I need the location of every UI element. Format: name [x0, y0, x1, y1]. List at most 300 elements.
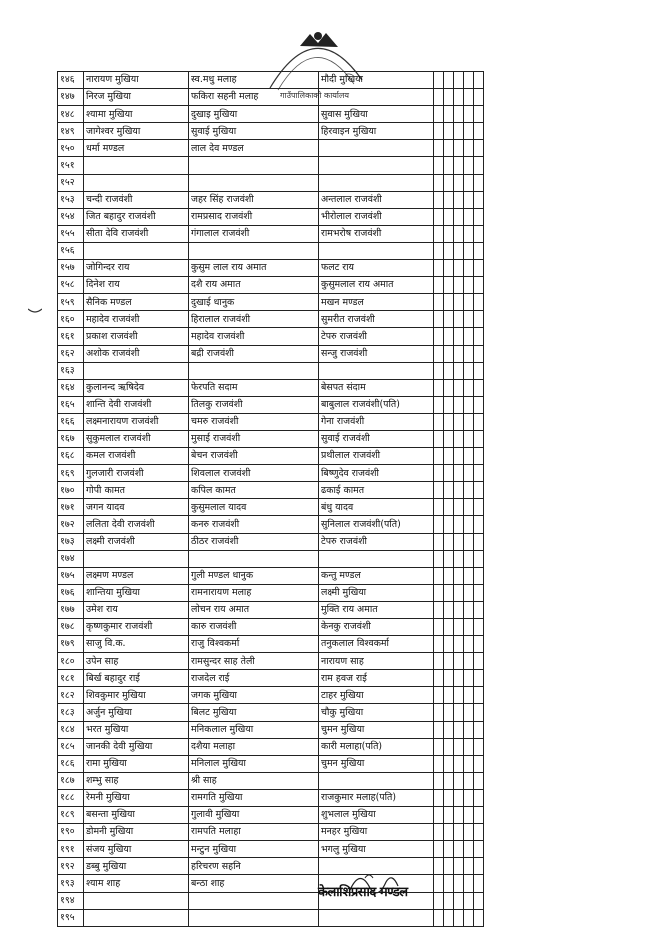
blank-cell — [454, 841, 464, 858]
blank-cell — [454, 208, 464, 225]
father-name: बिलट मुखिया — [189, 704, 319, 721]
blank-cell — [444, 465, 454, 482]
blank-cell — [444, 379, 454, 396]
blank-cell — [464, 191, 474, 208]
row-number: १५१ — [58, 157, 84, 174]
blank-cell — [464, 789, 474, 806]
table-row — [58, 584, 484, 601]
row-number: १५६ — [58, 242, 84, 259]
table-row — [58, 89, 484, 106]
father-name — [189, 892, 319, 909]
blank-cell — [454, 123, 464, 140]
person-name: साजु वि.क. — [84, 636, 189, 653]
row-number: १७१ — [58, 499, 84, 516]
blank-cell — [454, 482, 464, 499]
father-name — [189, 157, 319, 174]
blank-cell — [454, 892, 464, 909]
blank-cell — [464, 260, 474, 277]
person-name: सैनिक मण्डल — [84, 294, 189, 311]
blank-cell — [464, 687, 474, 704]
blank-cell — [434, 430, 444, 447]
person-name: चन्दी राजवंशी — [84, 191, 189, 208]
blank-cell — [444, 619, 454, 636]
blank-cell — [474, 328, 484, 345]
blank-cell — [434, 721, 444, 738]
person-name — [84, 242, 189, 259]
blank-cell — [434, 242, 444, 259]
person-name: शान्तिया मुखिया — [84, 584, 189, 601]
row-number: १७९ — [58, 636, 84, 653]
table-row — [58, 430, 484, 447]
blank-cell — [474, 225, 484, 242]
blank-cell — [444, 208, 454, 225]
table-row — [58, 670, 484, 687]
row-number: १६८ — [58, 448, 84, 465]
blank-cell — [444, 516, 454, 533]
table-row — [58, 636, 484, 653]
blank-cell — [434, 260, 444, 277]
table-row — [58, 550, 484, 567]
blank-cell — [444, 191, 454, 208]
blank-cell — [474, 584, 484, 601]
table-row — [58, 345, 484, 362]
blank-cell — [464, 225, 474, 242]
person-name: प्रकाश राजवंशी — [84, 328, 189, 345]
blank-cell — [434, 294, 444, 311]
table-row — [58, 277, 484, 294]
row-number: १८७ — [58, 772, 84, 789]
blank-cell — [474, 140, 484, 157]
blank-cell — [454, 755, 464, 772]
blank-cell — [434, 619, 444, 636]
blank-cell — [434, 208, 444, 225]
blank-cell — [474, 601, 484, 618]
row-number: १८० — [58, 653, 84, 670]
grandfather-name: चुमन मुखिया — [319, 721, 434, 738]
margin-mark-icon — [28, 308, 42, 314]
father-name: रामपति मलाहा — [189, 824, 319, 841]
svg-text:गाउँपालिकाको कार्यालय: गाउँपालिकाको कार्यालय — [280, 91, 350, 100]
blank-cell — [474, 858, 484, 875]
table-row — [58, 789, 484, 806]
father-name: मनिलाल मुखिया — [189, 755, 319, 772]
row-number: १६१ — [58, 328, 84, 345]
grandfather-name: लक्ष्मी मुखिया — [319, 584, 434, 601]
blank-cell — [444, 396, 454, 413]
grandfather-name: नारायण साह — [319, 653, 434, 670]
person-name: जागेश्वर मुखिया — [84, 123, 189, 140]
person-name: लक्ष्मण मण्डल — [84, 567, 189, 584]
person-name: नारायण मुखिया — [84, 72, 189, 89]
blank-cell — [464, 619, 474, 636]
father-name: रामगति मुखिया — [189, 789, 319, 806]
blank-cell — [434, 601, 444, 618]
row-number: १७८ — [58, 619, 84, 636]
person-name: जानकी देवी मुखिया — [84, 738, 189, 755]
person-name: महादेव राजवंशी — [84, 311, 189, 328]
row-number: १७३ — [58, 533, 84, 550]
father-name: दुखाई धानुक — [189, 294, 319, 311]
grandfather-name: कन्तु मण्डल — [319, 567, 434, 584]
table-row — [58, 704, 484, 721]
table-row — [58, 807, 484, 824]
grandfather-name — [319, 242, 434, 259]
blank-cell — [444, 242, 454, 259]
blank-cell — [474, 807, 484, 824]
blank-cell — [454, 311, 464, 328]
blank-cell — [444, 277, 454, 294]
blank-cell — [444, 140, 454, 157]
person-name: भरत मुखिया — [84, 721, 189, 738]
father-name: लाल देव मण्डल — [189, 140, 319, 157]
blank-cell — [434, 106, 444, 123]
blank-cell — [434, 362, 444, 379]
blank-cell — [444, 567, 454, 584]
father-name: रामप्रसाद राजवंशी — [189, 208, 319, 225]
grandfather-name: ढकाई कामत — [319, 482, 434, 499]
row-number: १९२ — [58, 858, 84, 875]
table-row — [58, 328, 484, 345]
table-row — [58, 567, 484, 584]
row-number: १८१ — [58, 670, 84, 687]
father-name: कपिल कामत — [189, 482, 319, 499]
blank-cell — [434, 482, 444, 499]
father-name — [189, 362, 319, 379]
blank-cell — [464, 345, 474, 362]
row-number: १८८ — [58, 789, 84, 806]
grandfather-name: प्रथीलाल राजवंशी — [319, 448, 434, 465]
grandfather-name: सन्जु राजवंशी — [319, 345, 434, 362]
table-row — [58, 721, 484, 738]
blank-cell — [474, 345, 484, 362]
row-number: १७६ — [58, 584, 84, 601]
blank-cell — [454, 772, 464, 789]
blank-cell — [444, 89, 454, 106]
blank-cell — [474, 311, 484, 328]
blank-cell — [464, 430, 474, 447]
blank-cell — [454, 670, 464, 687]
blank-cell — [444, 824, 454, 841]
grandfather-name — [319, 909, 434, 926]
blank-cell — [464, 704, 474, 721]
table-row — [58, 687, 484, 704]
grandfather-name: राम हवज राई — [319, 670, 434, 687]
table-row — [58, 413, 484, 430]
person-name: श्याम शाह — [84, 875, 189, 892]
blank-cell — [464, 379, 474, 396]
father-name: फेरपति सदाम — [189, 379, 319, 396]
blank-cell — [474, 516, 484, 533]
blank-cell — [474, 636, 484, 653]
father-name: तिलकु राजवंशी — [189, 396, 319, 413]
blank-cell — [434, 140, 444, 157]
father-name: लोचन राय अमात — [189, 601, 319, 618]
table-row — [58, 755, 484, 772]
blank-cell — [434, 533, 444, 550]
table-row — [58, 482, 484, 499]
person-name: सुकुमलाल राजवंशी — [84, 430, 189, 447]
blank-cell — [454, 601, 464, 618]
row-number: १६७ — [58, 430, 84, 447]
row-number: १५० — [58, 140, 84, 157]
blank-cell — [434, 345, 444, 362]
grandfather-name: भीरोलाल राजवंशी — [319, 208, 434, 225]
blank-cell — [434, 174, 444, 191]
blank-cell — [464, 807, 474, 824]
blank-cell — [474, 704, 484, 721]
person-name: निरज मुखिया — [84, 89, 189, 106]
grandfather-name: सुवास मुखिया — [319, 106, 434, 123]
blank-cell — [454, 174, 464, 191]
blank-cell — [474, 413, 484, 430]
table-row — [58, 106, 484, 123]
blank-cell — [474, 499, 484, 516]
blank-cell — [454, 721, 464, 738]
person-name: गोपी कामत — [84, 482, 189, 499]
row-number: १५४ — [58, 208, 84, 225]
blank-cell — [434, 89, 444, 106]
blank-cell — [454, 413, 464, 430]
blank-cell — [434, 653, 444, 670]
blank-cell — [444, 807, 454, 824]
blank-cell — [474, 448, 484, 465]
father-name: बद्री राजवंशी — [189, 345, 319, 362]
blank-cell — [444, 704, 454, 721]
blank-cell — [474, 687, 484, 704]
grandfather-name: मुक्ति राय अमात — [319, 601, 434, 618]
blank-cell — [464, 653, 474, 670]
blank-cell — [454, 704, 464, 721]
blank-cell — [434, 328, 444, 345]
blank-cell — [434, 413, 444, 430]
blank-cell — [454, 824, 464, 841]
grandfather-name: कारी मलाहा(पति) — [319, 738, 434, 755]
table-row — [58, 157, 484, 174]
person-name: लक्ष्मी राजवंशी — [84, 533, 189, 550]
blank-cell — [464, 738, 474, 755]
grandfather-name: मखन मण्डल — [319, 294, 434, 311]
person-name: रामा मुखिया — [84, 755, 189, 772]
grandfather-name: कुसुमलाल राय अमात — [319, 277, 434, 294]
blank-cell — [474, 721, 484, 738]
blank-cell — [474, 174, 484, 191]
blank-cell — [434, 72, 444, 89]
blank-cell — [464, 362, 474, 379]
blank-cell — [474, 772, 484, 789]
blank-cell — [444, 157, 454, 174]
table-row — [58, 909, 484, 926]
blank-cell — [464, 516, 474, 533]
blank-cell — [454, 106, 464, 123]
blank-cell — [444, 362, 454, 379]
blank-cell — [434, 584, 444, 601]
blank-cell — [434, 465, 444, 482]
blank-cell — [454, 584, 464, 601]
person-name: ललिता देवी राजवंशी — [84, 516, 189, 533]
blank-cell — [444, 123, 454, 140]
blank-cell — [444, 738, 454, 755]
father-name: हरिचरण सहनि — [189, 858, 319, 875]
blank-cell — [444, 687, 454, 704]
person-name: कुलानन्द ऋषिदेव — [84, 379, 189, 396]
blank-cell — [464, 482, 474, 499]
row-number: १८९ — [58, 807, 84, 824]
blank-cell — [454, 499, 464, 516]
table-row — [58, 499, 484, 516]
table-row — [58, 738, 484, 755]
person-name: रेमनी मुखिया — [84, 789, 189, 806]
blank-cell — [454, 533, 464, 550]
father-name: स्व.मधु मलाह — [189, 72, 319, 89]
blank-cell — [434, 277, 444, 294]
blank-cell — [434, 841, 444, 858]
father-name: सुवाई मुखिया — [189, 123, 319, 140]
blank-cell — [444, 413, 454, 430]
blank-cell — [474, 482, 484, 499]
blank-cell — [444, 72, 454, 89]
blank-cell — [474, 619, 484, 636]
blank-cell — [444, 260, 454, 277]
table-row — [58, 191, 484, 208]
table-row — [58, 208, 484, 225]
blank-cell — [444, 721, 454, 738]
grandfather-name: चुमन मुखिया — [319, 755, 434, 772]
blank-cell — [434, 123, 444, 140]
grandfather-name — [319, 140, 434, 157]
blank-cell — [464, 157, 474, 174]
row-number: १४६ — [58, 72, 84, 89]
row-number: १५९ — [58, 294, 84, 311]
blank-cell — [434, 670, 444, 687]
table-row — [58, 533, 484, 550]
blank-cell — [434, 772, 444, 789]
blank-cell — [454, 430, 464, 447]
father-name: राजु विश्वकर्मा — [189, 636, 319, 653]
row-number: १५२ — [58, 174, 84, 191]
blank-cell — [464, 174, 474, 191]
grandfather-name — [319, 362, 434, 379]
table-row — [58, 242, 484, 259]
blank-cell — [454, 379, 464, 396]
blank-cell — [434, 738, 444, 755]
register-table — [57, 71, 484, 927]
blank-cell — [454, 140, 464, 157]
blank-cell — [474, 157, 484, 174]
father-name: बेचन राजवंशी — [189, 448, 319, 465]
blank-cell — [474, 89, 484, 106]
blank-cell — [444, 755, 454, 772]
blank-cell — [464, 567, 474, 584]
blank-cell — [454, 242, 464, 259]
grandfather-name: हिरवाइन मुखिया — [319, 123, 434, 140]
row-number: १४७ — [58, 89, 84, 106]
person-name — [84, 892, 189, 909]
blank-cell — [434, 789, 444, 806]
person-name: लक्ष्मनारायण राजवंशी — [84, 413, 189, 430]
father-name: मुसाई राजवंशी — [189, 430, 319, 447]
grandfather-name: तनुकलाल विश्वकर्मा — [319, 636, 434, 653]
person-name: संजय मुखिया — [84, 841, 189, 858]
table-row — [58, 260, 484, 277]
blank-cell — [464, 875, 474, 892]
father-name: दशै राय अमात — [189, 277, 319, 294]
father-name: रामसुन्दर साह तेली — [189, 653, 319, 670]
person-name: कृष्णकुमार राजवंशी — [84, 619, 189, 636]
person-name: उमेश राय — [84, 601, 189, 618]
grandfather-name — [319, 772, 434, 789]
father-name: जगक मुखिया — [189, 687, 319, 704]
blank-cell — [434, 448, 444, 465]
blank-cell — [464, 328, 474, 345]
blank-cell — [464, 499, 474, 516]
blank-cell — [444, 225, 454, 242]
blank-cell — [444, 106, 454, 123]
blank-cell — [474, 567, 484, 584]
blank-cell — [464, 858, 474, 875]
row-number: १६४ — [58, 379, 84, 396]
table-row — [58, 772, 484, 789]
blank-cell — [444, 328, 454, 345]
person-name: दिनेश राय — [84, 277, 189, 294]
father-name: गुली मण्डल धानुक — [189, 567, 319, 584]
blank-cell — [454, 277, 464, 294]
row-number: १७७ — [58, 601, 84, 618]
blank-cell — [474, 533, 484, 550]
blank-cell — [434, 567, 444, 584]
blank-cell — [454, 619, 464, 636]
blank-cell — [444, 670, 454, 687]
person-name: जोगिन्दर राय — [84, 260, 189, 277]
blank-cell — [474, 208, 484, 225]
blank-cell — [474, 789, 484, 806]
blank-cell — [464, 533, 474, 550]
grandfather-name: रामभरोष राजवंशी — [319, 225, 434, 242]
blank-cell — [464, 584, 474, 601]
blank-cell — [454, 448, 464, 465]
grandfather-name — [319, 174, 434, 191]
blank-cell — [464, 106, 474, 123]
grandfather-name: टेपरु राजवंशी — [319, 533, 434, 550]
row-number: १७२ — [58, 516, 84, 533]
blank-cell — [454, 738, 464, 755]
table-row — [58, 294, 484, 311]
table-row — [58, 516, 484, 533]
blank-cell — [434, 225, 444, 242]
father-name: कनरु राजवंशी — [189, 516, 319, 533]
blank-cell — [444, 909, 454, 926]
blank-cell — [434, 687, 444, 704]
blank-cell — [444, 550, 454, 567]
person-name: कमल राजवंशी — [84, 448, 189, 465]
row-number: १७४ — [58, 550, 84, 567]
blank-cell — [474, 72, 484, 89]
blank-cell — [444, 841, 454, 858]
blank-cell — [464, 755, 474, 772]
blank-cell — [434, 704, 444, 721]
blank-cell — [474, 396, 484, 413]
person-name: शम्भु साह — [84, 772, 189, 789]
blank-cell — [464, 294, 474, 311]
father-name — [189, 909, 319, 926]
blank-cell — [464, 909, 474, 926]
blank-cell — [454, 875, 464, 892]
father-name: कारु राजवंशी — [189, 619, 319, 636]
grandfather-name: सुनिलाल राजवंशी(पति) — [319, 516, 434, 533]
blank-cell — [434, 755, 444, 772]
blank-cell — [474, 294, 484, 311]
person-name — [84, 909, 189, 926]
blank-cell — [464, 413, 474, 430]
